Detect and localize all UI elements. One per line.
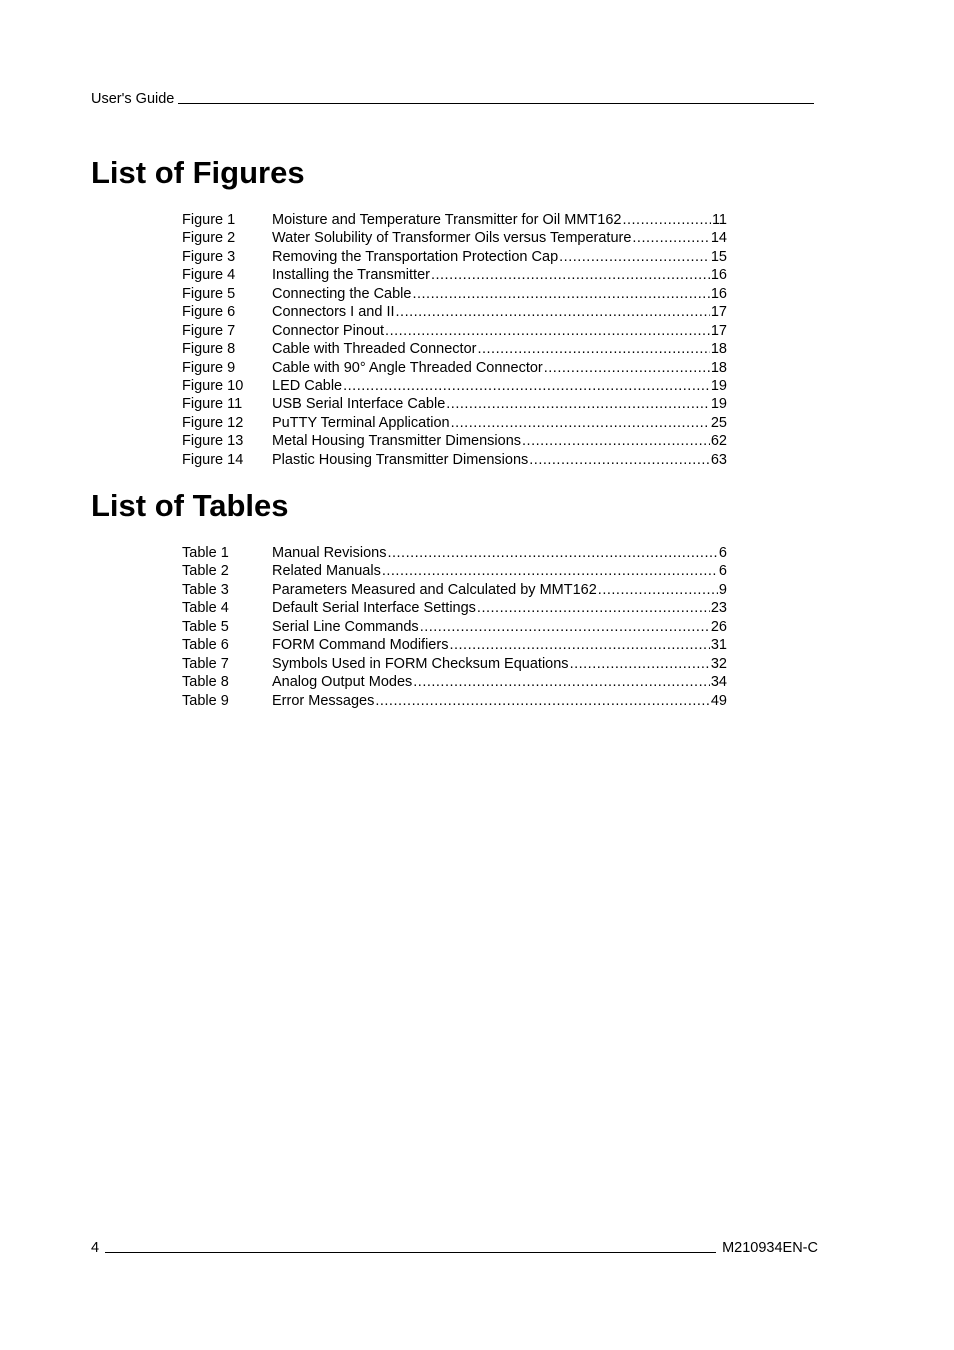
table-entry-page: 31: [710, 637, 727, 654]
figure-entry-title: Connectors I and II: [272, 304, 395, 321]
table-entry-leader: [477, 599, 710, 617]
table-entry-number: Table 9: [182, 692, 229, 709]
table-entry-page: 32: [710, 655, 727, 672]
figure-entry-title: Moisture and Temperature Transmitter for Oil MMT162: [272, 212, 622, 228]
table-entry-number: Table 1: [182, 545, 229, 561]
figure-entry-leader: [529, 451, 710, 469]
table-entry-number: Table 5: [182, 618, 229, 635]
figure-entry[interactable]: [182, 322, 727, 340]
figure-entry-leader: [412, 285, 709, 303]
figure-entry-page: 19: [710, 396, 727, 413]
figure-entry-number: Figure 5: [182, 285, 236, 302]
figure-entry-title: Water Solubility of Transformer Oils versus Temperature: [272, 230, 632, 247]
table-entry[interactable]: [182, 636, 727, 654]
figure-entry-leader: [396, 303, 710, 321]
figure-entry-leader: [343, 377, 710, 395]
table-entry[interactable]: [182, 562, 727, 580]
footer-doc-code: M210934EN-C: [722, 1240, 818, 1256]
table-entry-page: 6: [718, 545, 727, 561]
figure-entry-title: Plastic Housing Transmitter Dimensions: [272, 451, 529, 468]
table-entry-title: Manual Revisions: [272, 545, 387, 561]
table-entry-leader: [598, 581, 718, 599]
figure-entry-page: 17: [710, 304, 727, 321]
figure-entry[interactable]: [182, 395, 727, 413]
figure-entry-page: 18: [710, 359, 727, 376]
table-entry-leader: [375, 692, 710, 710]
table-entry[interactable]: [182, 544, 727, 562]
figure-entry-leader: [544, 359, 710, 377]
table-entry-leader: [387, 544, 717, 562]
table-entry-title: Serial Line Commands: [272, 618, 419, 635]
page-footer: [91, 1239, 818, 1257]
figure-entry-number: Figure 4: [182, 267, 236, 284]
figure-entry-page: 16: [710, 267, 727, 284]
figure-entry-page: 19: [710, 377, 727, 394]
figure-entry-title: Connecting the Cable: [272, 285, 412, 302]
figure-entry-page: 15: [710, 248, 727, 265]
list-of-tables-heading: List of Tables: [91, 488, 289, 523]
table-entry-title: Analog Output Modes: [272, 674, 413, 691]
table-entry-number: Table 2: [182, 563, 229, 580]
figure-entry[interactable]: [182, 359, 727, 377]
figure-entry-number: Figure 11: [182, 396, 243, 413]
figure-entry-number: Figure 10: [182, 377, 244, 394]
table-entry-page: 49: [710, 692, 727, 709]
table-entry-title: FORM Command Modifiers: [272, 637, 449, 654]
figure-entry-number: Figure 2: [182, 230, 236, 247]
figure-entry[interactable]: [182, 451, 727, 469]
figure-entry[interactable]: [182, 303, 727, 321]
figure-entry-page: 16: [710, 285, 727, 302]
figure-entry-number: Figure 9: [182, 359, 236, 376]
figure-entry-title: LED Cable: [272, 377, 343, 394]
figure-entry[interactable]: [182, 414, 727, 432]
figure-entry-leader: [431, 266, 710, 284]
figure-entry[interactable]: [182, 432, 727, 450]
table-entry-page: 9: [718, 581, 727, 598]
list-of-figures-heading: List of Figures: [91, 155, 305, 190]
table-entry[interactable]: [182, 618, 727, 636]
table-entry-page: 34: [710, 674, 727, 691]
table-entry-page: 23: [710, 600, 727, 617]
figure-entry-number: Figure 12: [182, 414, 244, 431]
figure-entry-leader: [477, 340, 709, 358]
table-entry-title: Default Serial Interface Settings: [272, 600, 476, 617]
figure-entry-page: 17: [710, 322, 727, 339]
table-entry-number: Table 4: [182, 600, 229, 617]
figure-entry-page: 14: [710, 230, 727, 247]
figure-entry-title: USB Serial Interface Cable: [272, 396, 446, 413]
figure-entry-leader: [451, 414, 710, 432]
figure-entry[interactable]: [182, 377, 727, 395]
table-entry[interactable]: [182, 692, 727, 710]
figure-entry-page: 62: [710, 433, 727, 450]
table-entry-title: Related Manuals: [272, 563, 381, 580]
tables-list: [182, 544, 727, 710]
figure-entry-title: Installing the Transmitter: [272, 267, 430, 284]
table-entry-leader: [570, 655, 710, 673]
table-entry-page: 6: [718, 563, 727, 580]
table-entry-number: Table 6: [182, 637, 229, 654]
figure-entry-number: Figure 1: [182, 212, 236, 228]
figure-entry-number: Figure 14: [182, 451, 244, 468]
figure-entry-title: Removing the Transportation Protection Cap: [272, 248, 559, 265]
table-entry[interactable]: [182, 599, 727, 617]
table-entry-number: Table 3: [182, 581, 229, 598]
figure-entry[interactable]: [182, 211, 727, 229]
figure-entry-title: PuTTY Terminal Application: [272, 414, 450, 431]
table-entry-leader: [382, 562, 718, 580]
figure-entry-page: 18: [710, 341, 727, 358]
figure-entry-title: Connector Pinout: [272, 322, 385, 339]
figure-entry-page: 25: [710, 414, 727, 431]
header-label: User's Guide: [91, 91, 175, 107]
figures-list: [182, 211, 727, 469]
figure-entry[interactable]: [182, 229, 727, 247]
table-entry-leader: [449, 636, 709, 654]
figure-entry-number: Figure 3: [182, 248, 236, 265]
table-entry[interactable]: [182, 581, 727, 599]
figure-entry[interactable]: [182, 248, 727, 266]
figure-entry-leader: [622, 211, 710, 229]
figure-entry-number: Figure 7: [182, 322, 236, 339]
figure-entry-number: Figure 13: [182, 433, 244, 450]
table-entry-leader: [420, 618, 710, 636]
table-entry[interactable]: [182, 673, 727, 691]
table-entry-leader: [413, 673, 710, 691]
figure-entry-title: Cable with 90° Angle Threaded Connector: [272, 359, 543, 376]
figure-entry-title: Metal Housing Transmitter Dimensions: [272, 433, 522, 450]
table-entry[interactable]: [182, 655, 727, 673]
table-entry-number: Table 8: [182, 674, 229, 691]
figure-entry-number: Figure 6: [182, 304, 236, 321]
table-entry-page: 26: [710, 618, 727, 635]
figure-entry[interactable]: [182, 266, 727, 284]
figure-entry[interactable]: [182, 340, 727, 358]
figure-entry-number: Figure 8: [182, 341, 236, 358]
footer-rule: [105, 1252, 716, 1253]
table-entry-title: Symbols Used in FORM Checksum Equations: [272, 655, 569, 672]
page-header: [91, 90, 814, 108]
figure-entry-page: 63: [710, 451, 727, 468]
table-entry-title: Error Messages: [272, 692, 375, 709]
figure-entry-page: 11: [711, 212, 727, 228]
footer-page-number: 4: [91, 1240, 100, 1256]
table-entry-title: Parameters Measured and Calculated by MMT162: [272, 581, 597, 598]
figure-entry-title: Cable with Threaded Connector: [272, 341, 477, 358]
figure-entry-leader: [559, 248, 710, 266]
header-rule: [178, 103, 814, 104]
figure-entry[interactable]: [182, 285, 727, 303]
figure-entry-leader: [446, 395, 710, 413]
figure-entry-leader: [385, 322, 710, 340]
table-entry-number: Table 7: [182, 655, 229, 672]
figure-entry-leader: [522, 432, 710, 450]
figure-entry-leader: [632, 229, 709, 247]
